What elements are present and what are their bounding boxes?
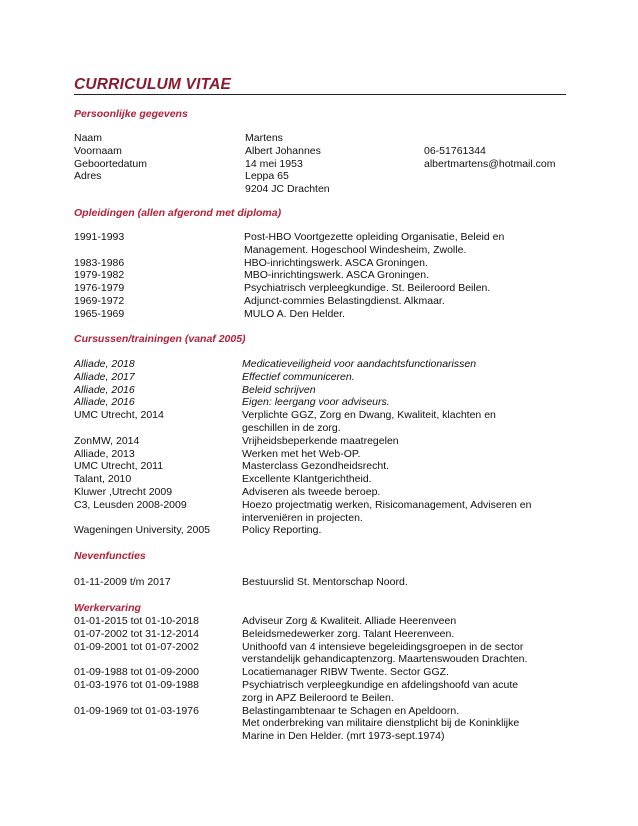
education-label: 1976-1979: [74, 282, 125, 295]
education-label: 1991-1993: [74, 231, 125, 243]
work-text: Marine in Den Helder. (mrt 1973-sept.1974): [242, 730, 445, 743]
courses-text: Eigen: leergang voor adviseurs.: [242, 396, 390, 409]
education-label: 1979-1982: [74, 269, 125, 282]
courses-label: Alliade, 2013: [74, 447, 135, 460]
personal-label: Voornaam: [74, 144, 122, 157]
courses-label: Alliade, 2016: [74, 383, 135, 396]
personal-label: Naam: [74, 132, 103, 144]
work-text: Psychiatrisch verpleegkundige en afdelingshoofd van acute: [242, 679, 519, 691]
courses-text: Masterclass Gezondheidsrecht.: [242, 460, 390, 473]
courses-text: Hoezo projectmatig werken, Risicomanagement, Adviseren en: [242, 498, 532, 511]
courses-label: Alliade, 2018: [74, 358, 135, 370]
document-title: CURRICULUM VITAE: [74, 76, 232, 93]
courses-label: UMC Utrecht, 2011: [74, 460, 164, 473]
work-text: zorg in APZ Beileroord te Beilen.: [242, 691, 394, 704]
courses-text: Excellente Klantgerichtheid.: [242, 473, 372, 486]
courses-label: ZonMW, 2014: [74, 434, 140, 447]
education-text: MULO A. Den Helder.: [244, 307, 345, 320]
education-text: MBO-inrichtingswerk. ASCA Groningen.: [244, 269, 429, 282]
courses-label: Alliade, 2016: [74, 396, 135, 409]
courses-label: Talant, 2010: [74, 473, 132, 486]
work-label: 01-01-2015 tot 01-10-2018: [74, 615, 199, 627]
courses-text: Medicatieveiligheid voor aandachtsfunctionarissen: [242, 358, 477, 370]
education-label: 1969-1972: [74, 295, 125, 307]
education-label: 1965-1969: [74, 307, 125, 320]
work-heading: Werkervaring: [74, 602, 141, 614]
work-label: 01-09-1988 tot 01-09-2000: [74, 666, 199, 679]
work-text: verstandelijk gehandicaptenzorg. Maartenswouden Drachten.: [242, 653, 528, 666]
education-text: Management. Hogeschool Windesheim, Zwolle.: [244, 243, 467, 256]
work-label: 01-07-2002 tot 31-12-2014: [74, 627, 199, 640]
education-label: 1983-1986: [74, 256, 125, 269]
courses-label: Kluwer ,Utrecht 2009: [74, 486, 173, 498]
courses-text: Effectief communiceren.: [242, 370, 355, 383]
courses-heading: Cursussen/trainingen (vanaf 2005): [74, 333, 246, 345]
personal-value: 9204 JC Drachten: [245, 183, 330, 196]
work-label: 01-09-1969 tot 01-03-1976: [74, 704, 199, 717]
courses-text: Beleid schrijven: [242, 383, 316, 396]
education-text: Adjunct-commies Belastingdienst. Alkmaar.: [244, 295, 445, 307]
courses-label: Wageningen University, 2005: [74, 524, 210, 537]
work-label: 01-03-1976 tot 01-09-1988: [74, 679, 199, 691]
title-divider: [74, 94, 566, 95]
side-label: 01-11-2009 t/m 2017: [74, 576, 171, 588]
work-text: Belastingambtenaar te Schagen en Apeldoorn.: [242, 704, 460, 717]
work-text: Locatiemanager RIBW Twente. Sector GGZ.: [242, 666, 449, 679]
courses-text: Adviseren als tweede beroep.: [242, 486, 381, 498]
education-text: Post-HBO Voortgezette opleiding Organisatie, Beleid en: [244, 231, 505, 243]
courses-text: Verplichte GGZ, Zorg en Dwang, Kwaliteit, klachten en: [242, 409, 496, 422]
courses-label: UMC Utrecht, 2014: [74, 409, 164, 422]
personal-heading: Persoonlijke gegevens: [74, 108, 188, 120]
courses-text: interveniëren in projecten.: [242, 511, 363, 524]
work-text: Adviseur Zorg & Kwaliteit. Alliade Heerenveen: [242, 615, 457, 627]
education-text: Psychiatrisch verpleegkundige. St. Beileroord Beilen.: [244, 282, 491, 295]
courses-text: geschillen in de zorg.: [242, 421, 341, 434]
personal-contact: 06-51761344: [424, 144, 486, 157]
courses-text: Policy Reporting.: [242, 524, 322, 537]
courses-label: Alliade, 2017: [74, 370, 135, 383]
personal-value: 14 mei 1953: [245, 157, 303, 170]
work-text: Met onderbreking van militaire dienstplicht bij de Koninklijke: [242, 717, 520, 730]
personal-value: Leppa 65: [245, 170, 289, 183]
education-text: HBO-inrichtingswerk. ASCA Groningen.: [244, 256, 428, 269]
side-heading: Nevenfuncties: [74, 550, 146, 562]
personal-label: Geboortedatum: [74, 157, 147, 170]
personal-contact: albertmartens@hotmail.com: [424, 157, 556, 170]
personal-label: Adres: [74, 170, 102, 183]
side-text: Bestuurslid St. Mentorschap Noord.: [242, 576, 408, 588]
courses-text: Vrijheidsbeperkende maatregelen: [242, 434, 399, 447]
education-heading: Opleidingen (allen afgerond met diploma): [74, 207, 282, 219]
work-label: 01-09-2001 tot 01-07-2002: [74, 640, 199, 653]
courses-text: Werken met het Web-OP.: [242, 447, 361, 460]
personal-value: Martens: [245, 132, 283, 144]
work-text: Unithoofd van 4 intensieve begeleidingsgroepen in de sector: [242, 640, 524, 653]
personal-value: Albert Johannes: [245, 144, 321, 157]
courses-label: C3, Leusden 2008-2009: [74, 498, 187, 511]
work-text: Beleidsmedewerker zorg. Talant Heerenveen.: [242, 627, 455, 640]
